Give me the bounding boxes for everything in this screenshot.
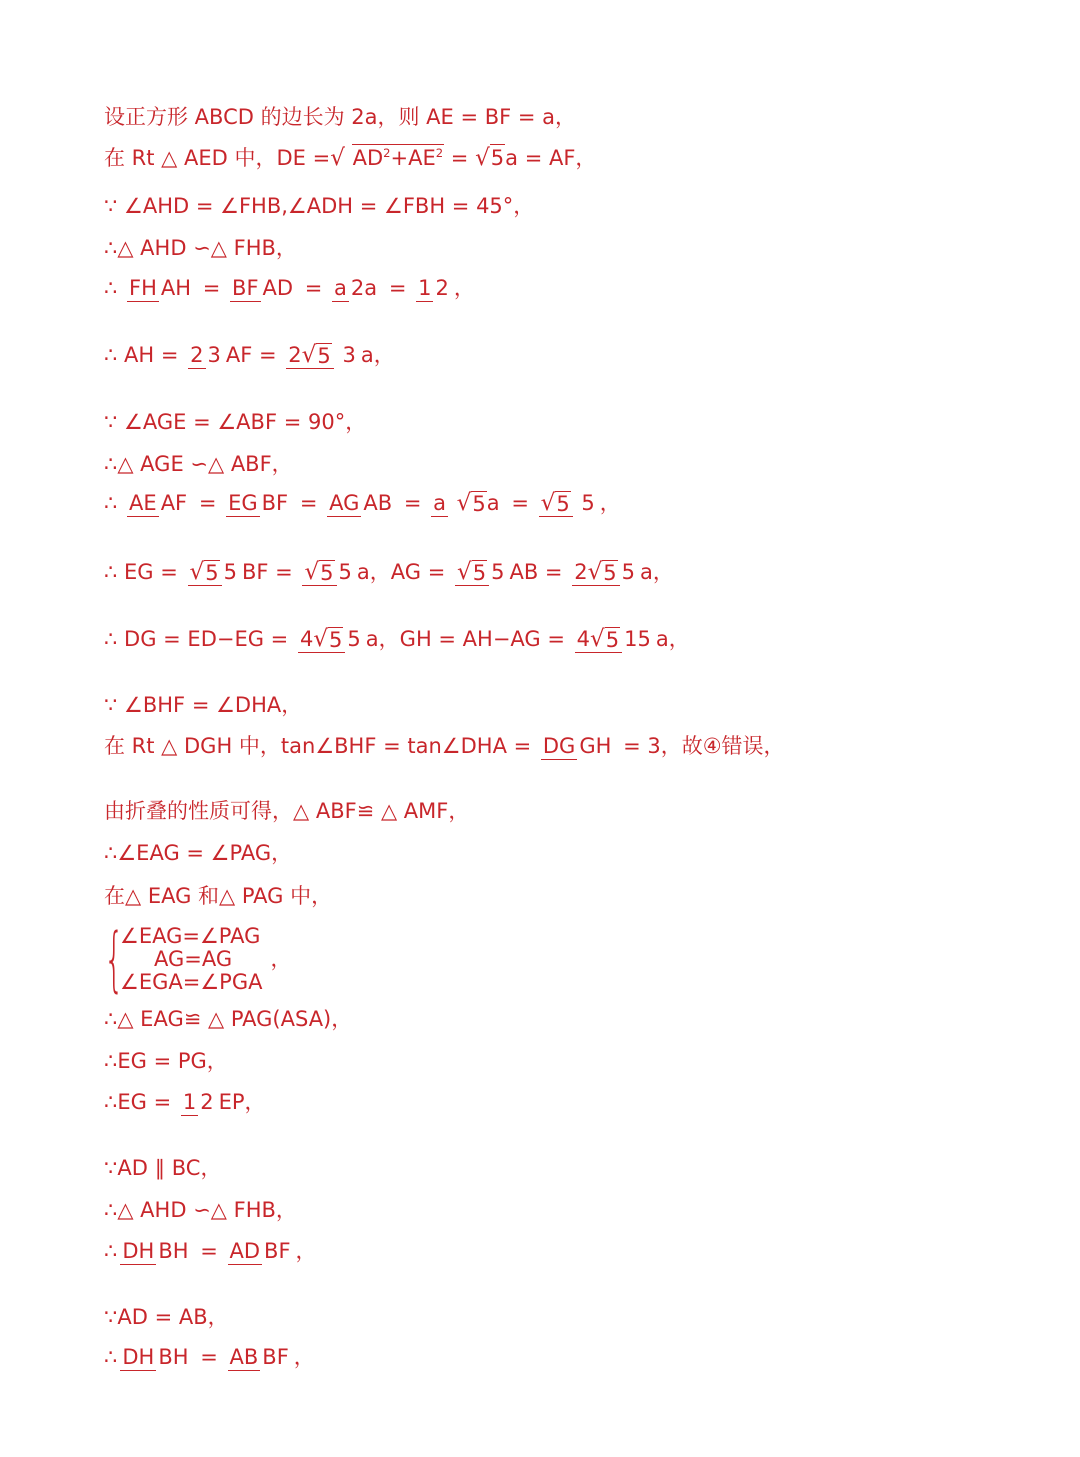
- brace: {: [104, 918, 125, 1000]
- solution-line: ∴△ EAG≌ △ PAG(ASA)，: [104, 1007, 353, 1031]
- fraction: 4 √ 5 15: [576, 625, 651, 652]
- fraction: √ 5 5: [304, 558, 352, 585]
- fraction: AE AF: [129, 491, 188, 515]
- fraction: a √ 5 a: [433, 489, 500, 516]
- solution-line: ∴ AE AF = EG BF = AG AB = a √ 5 a = √ 5 5 ，: [104, 489, 621, 516]
- solution-line: ∵ ∠AHD = ∠FHB,∠ADH = ∠FBH = 45°，: [104, 194, 535, 218]
- solution-line: 在 Rt △ DGH 中，tan∠BHF = tan∠DHA = DG GH = 3，故④错误，: [104, 733, 785, 758]
- solution-line: ∵ ∠BHF = ∠DHA，: [104, 693, 303, 717]
- fraction: AD BF: [229, 1239, 291, 1263]
- fraction: a 2a: [334, 276, 378, 300]
- fraction: 2 3: [190, 343, 221, 367]
- fraction: 2 √ 5 5: [574, 558, 636, 585]
- solution-line: ∴EG = PG，: [104, 1049, 228, 1073]
- fraction: DH BH: [122, 1345, 189, 1369]
- solution-line: ∵AD = AB，: [104, 1305, 229, 1329]
- fraction: 2 √ 5 3: [288, 341, 356, 368]
- fraction: AG AB: [329, 491, 393, 515]
- solution-line: ∴ EG = √ 5 5 BF = √ 5 5 a，AG = √ 5 5 AB = 2 √ 5 5 a，: [104, 558, 674, 585]
- solution-line: ∴ DH BH = AB BF ，: [104, 1344, 315, 1369]
- sqrt-expression: √5: [475, 145, 505, 171]
- solution-line: ∴ FH AH = BF AD = a 2a = 1 2 ，: [104, 275, 475, 300]
- solution-line: 设正方形 ABCD 的边长为 2a，则 AE = BF = a，: [104, 105, 577, 129]
- solution-line: ∴△ AHD ∽△ FHB，: [104, 1198, 297, 1222]
- fraction: 1 2: [182, 1090, 214, 1114]
- solution-line: ∵AD ∥ BC，: [104, 1156, 222, 1180]
- fraction: DG GH: [542, 734, 612, 758]
- sqrt-expression: √ $AD^2+AE^2$: [330, 145, 444, 171]
- solution-line: 在△ EAG 和△ PAG 中，: [104, 884, 333, 908]
- fraction: EG BF: [228, 491, 289, 515]
- solution-line: ∴ AH = 2 3 AF = 2 √ 5 3 a，: [104, 341, 395, 368]
- solution-line: ∴△ AGE ∽△ ABF，: [104, 452, 293, 476]
- solution-line: ∵ ∠AGE = ∠ABF = 90°，: [104, 410, 367, 434]
- fraction: FH AH: [129, 276, 192, 300]
- solution-line: ∴EG = 1 2 EP，: [104, 1089, 266, 1114]
- solution-line: ∴ DH BH = AD BF ，: [104, 1238, 317, 1263]
- solution-line: ∴∠EAG = ∠PAG，: [104, 841, 293, 865]
- fraction: √ 5 5: [189, 558, 237, 585]
- solution-line: 由折叠的性质可得，△ ABF≌ △ AMF，: [104, 799, 470, 823]
- solution-line: ∴ DG = ED−EG = 4 √ 5 5 a，GH = AH−AG = 4 √ 5 15 a，: [104, 625, 690, 652]
- fraction: √ 5 5: [540, 489, 595, 516]
- fraction: BF AD: [232, 276, 294, 300]
- solution-line: 在 Rt △ AED 中，DE = √ $AD^2+AE^2$ = √5 a = AF，: [104, 145, 597, 171]
- solution-line: ∴△ AHD ∽△ FHB，: [104, 236, 297, 260]
- fraction: √ 5 5: [457, 558, 505, 585]
- fraction: 1 2: [418, 276, 449, 300]
- fraction: DH BH: [122, 1239, 189, 1263]
- fraction: 4 √ 5 5: [299, 625, 361, 652]
- fraction: AB BF: [229, 1345, 289, 1369]
- equation-system: { ∠EAG=∠PAG AG=AG ∠EGA=∠PGA ，: [104, 918, 292, 1000]
